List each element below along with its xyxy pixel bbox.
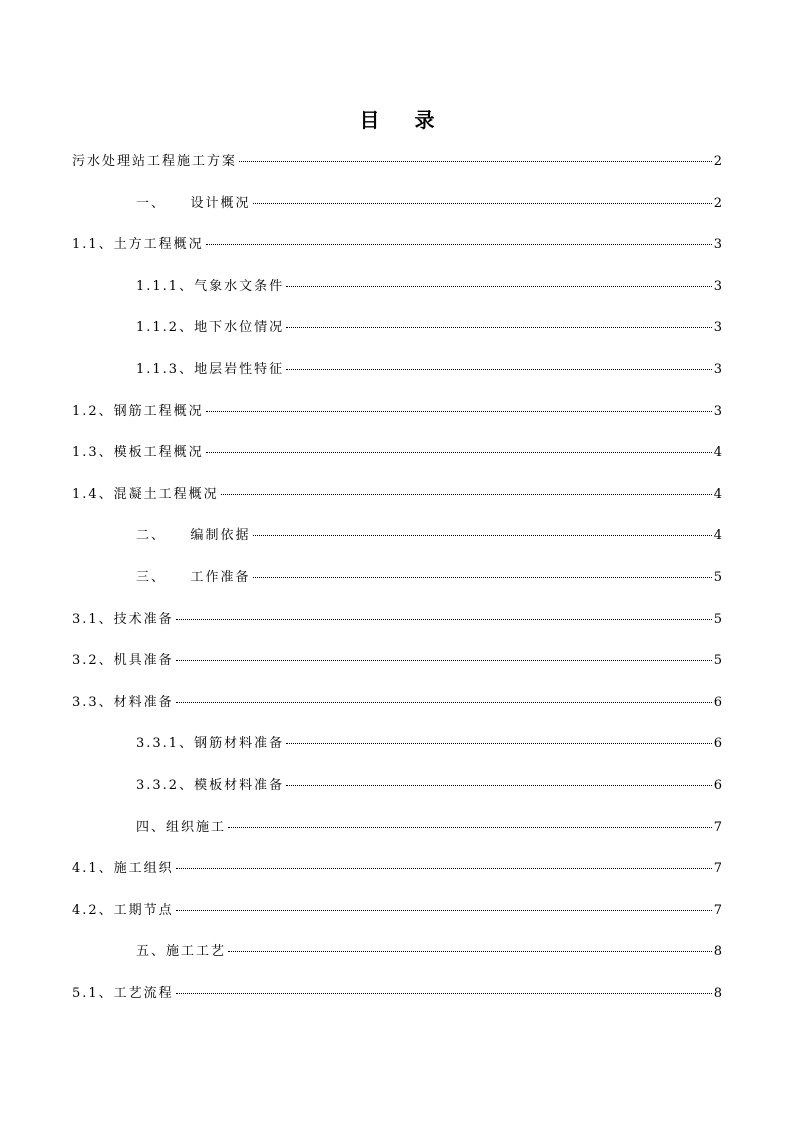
toc-entry[interactable] [72,608,722,650]
dot-leader [253,203,712,204]
dot-leader [228,827,712,828]
dot-leader [286,743,712,744]
toc-entry-label: 污水处理站工程施工方案 [72,154,238,169]
toc-page-number: 6 [713,736,722,752]
toc-entry-label: 二、 编制依据 [136,528,251,544]
toc-entry-label: 1.3、模板工程概况 [72,445,204,461]
toc-entry[interactable] [72,192,722,234]
toc-entry-label: 三、 工作准备 [136,569,251,585]
toc-page-number: 3 [713,361,722,377]
dot-leader [176,993,712,994]
toc-list [72,150,722,1023]
toc-page-number: 3 [713,403,722,419]
toc-entry[interactable] [72,150,722,192]
toc-page-number: 5 [713,611,722,627]
dot-leader [206,411,712,412]
dot-leader [176,619,712,620]
dot-leader [286,785,712,786]
toc-page-number: 6 [713,777,722,793]
toc-entry[interactable] [72,857,722,899]
toc-entry[interactable] [72,275,722,317]
toc-page-number: 7 [713,819,722,835]
toc-page-number: 2 [713,195,722,211]
toc-entry[interactable] [72,316,722,358]
toc-entry[interactable] [72,982,722,1024]
toc-page-number: 3 [713,320,722,336]
toc-entry[interactable] [72,400,722,442]
toc-entry-label: 1.1、土方工程概况 [72,237,204,253]
toc-page-number: 5 [713,653,722,669]
dot-leader [176,910,712,911]
toc-page-number: 4 [713,486,722,502]
toc-entry[interactable] [72,774,722,816]
toc-page-number: 8 [713,944,722,960]
toc-entry[interactable] [72,899,722,941]
toc-entry[interactable] [72,483,722,525]
toc-entry-label: 1.1.2、地下水位情况 [136,320,285,336]
dot-leader [239,161,712,162]
dot-leader [228,951,712,952]
toc-entry-label: 1.1.1、气象水文条件 [136,278,285,294]
toc-page-number: 4 [713,445,722,461]
toc-entry-label: 3.3.2、模板材料准备 [136,777,285,793]
dot-leader [206,452,712,453]
dot-leader [221,494,712,495]
toc-page-number: 2 [713,154,722,169]
toc-entry-label: 一、 设计概况 [136,195,251,211]
toc-entry[interactable] [72,358,722,400]
toc-title: 目 录 [359,108,449,132]
toc-page-number: 4 [713,528,722,544]
toc-entry[interactable] [72,441,722,483]
toc-entry[interactable] [72,524,722,566]
toc-entry-label: 3.1、技术准备 [72,611,174,627]
toc-page-number: 7 [713,902,722,918]
toc-entry-label: 1.1.3、地层岩性特征 [136,361,285,377]
dot-leader [253,535,712,536]
toc-page-number: 7 [713,861,722,877]
toc-page-number: 5 [713,569,722,585]
toc-entry-label: 3.3.1、钢筋材料准备 [136,736,285,752]
dot-leader [286,327,712,328]
toc-entry-label: 5.1、工艺流程 [72,985,174,1001]
toc-page-number: 3 [713,237,722,253]
toc-entry[interactable] [72,566,722,608]
toc-page-number: 3 [713,278,722,294]
dot-leader [176,868,712,869]
dot-leader [286,369,712,370]
dot-leader [206,244,712,245]
dot-leader [176,702,712,703]
toc-entry-label: 3.2、机具准备 [72,653,174,669]
toc-entry[interactable] [72,691,722,733]
dot-leader [286,286,712,287]
toc-entry-label: 1.2、钢筋工程概况 [72,403,204,419]
toc-page-number: 6 [713,694,722,710]
dot-leader [176,660,712,661]
toc-entry[interactable] [72,940,722,982]
toc-entry-label: 4.1、施工组织 [72,861,174,877]
toc-entry-label: 四、组织施工 [136,819,227,835]
toc-entry[interactable] [72,732,722,774]
toc-entry[interactable] [72,649,722,691]
toc-entry-label: 1.4、混凝土工程概况 [72,486,219,502]
toc-entry[interactable] [72,233,722,275]
toc-entry-label: 五、施工工艺 [136,944,227,960]
toc-page-number: 8 [713,985,722,1001]
dot-leader [253,577,712,578]
toc-entry-label: 3.3、材料准备 [72,694,174,710]
toc-entry-label: 4.2、工期节点 [72,902,174,918]
toc-entry[interactable] [72,816,722,858]
